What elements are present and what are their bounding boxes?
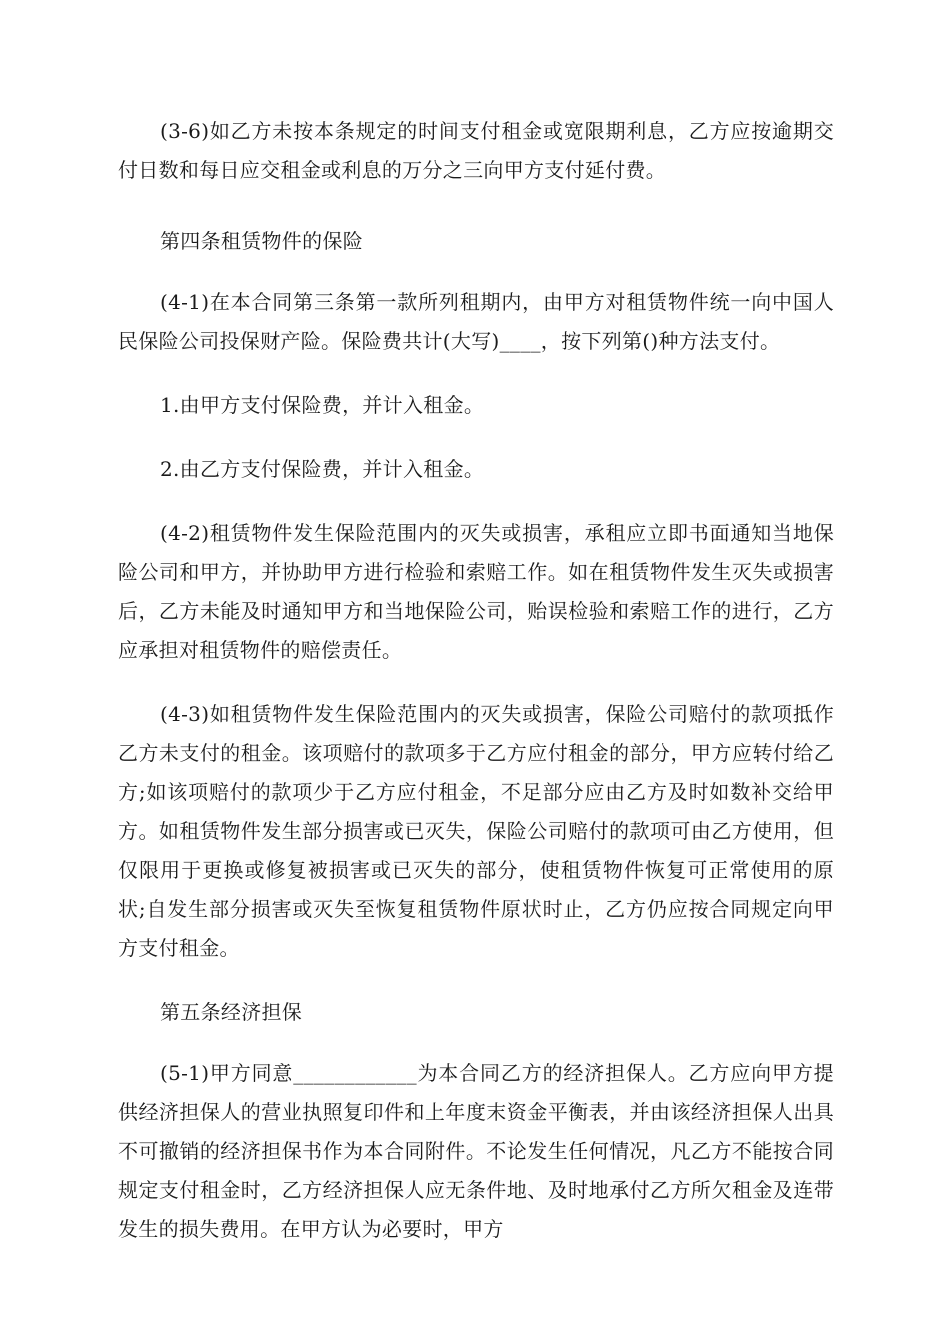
document-page	[118, 112, 834, 1249]
payment-option-1: 1.由甲方支付保险费，并计入租金。	[160, 393, 485, 417]
clause-4-1-paragraph: (4-1)在本合同第三条第一款所列租期内，由甲方对租赁物件统一向中国人民保险公司投保财产险。保险费共计(大写)____，按下列第()种方法支付。	[118, 290, 834, 353]
article-5-heading: 第五条经济担保	[160, 1000, 303, 1024]
article-4-heading: 第四条租赁物件的保险	[160, 229, 363, 253]
clause-4-2-paragraph: (4-2)租赁物件发生保险范围内的灭失或损害，承租应立即书面通知当地保险公司和甲方，并协助甲方进行检验和索赔工作。如在租赁物件发生灭失或损害后，乙方未能及时通知甲方和当地保险公司，贻误检验和索赔工作的进行，乙方应承担对租赁物件的赔偿责任。	[118, 521, 834, 662]
payment-option-2: 2.由乙方支付保险费，并计入租金。	[160, 457, 485, 481]
clause-4-3-paragraph: (4-3)如租赁物件发生保险范围内的灭失或损害，保险公司赔付的款项抵作乙方未支付的租金。该项赔付的款项多于乙方应付租金的部分，甲方应转付给乙方;如该项赔付的款项少于乙方应付租金，不足部分应由乙方及时如数补交给甲方。如租赁物件发生部分损害或已灭失，保险公司赔付的款项可由乙方使用，但仅限用于更换或修复被损害或已灭失的部分，使租赁物件恢复可正常使用的原状;自发生部分损害或灭失至恢复租赁物件原状时止，乙方仍应按合同规定向甲方支付租金。	[118, 702, 834, 960]
clause-5-1-paragraph: (5-1)甲方同意____________为本合同乙方的经济担保人。乙方应向甲方提供经济担保人的营业执照复印件和上年度末资金平衡表，并由该经济担保人出具不可撤销的经济担保书作为本合同附件。不论发生任何情况，凡乙方不能按合同规定支付租金时，乙方经济担保人应无条件地、及时地承付乙方所欠租金及连带发生的损失费用。在甲方认为必要时，甲方	[118, 1061, 834, 1241]
clause-3-6-paragraph: (3-6)如乙方未按本条规定的时间支付租金或宽限期利息，乙方应按逾期交付日数和每日应交租金或利息的万分之三向甲方支付延付费。	[118, 119, 834, 182]
